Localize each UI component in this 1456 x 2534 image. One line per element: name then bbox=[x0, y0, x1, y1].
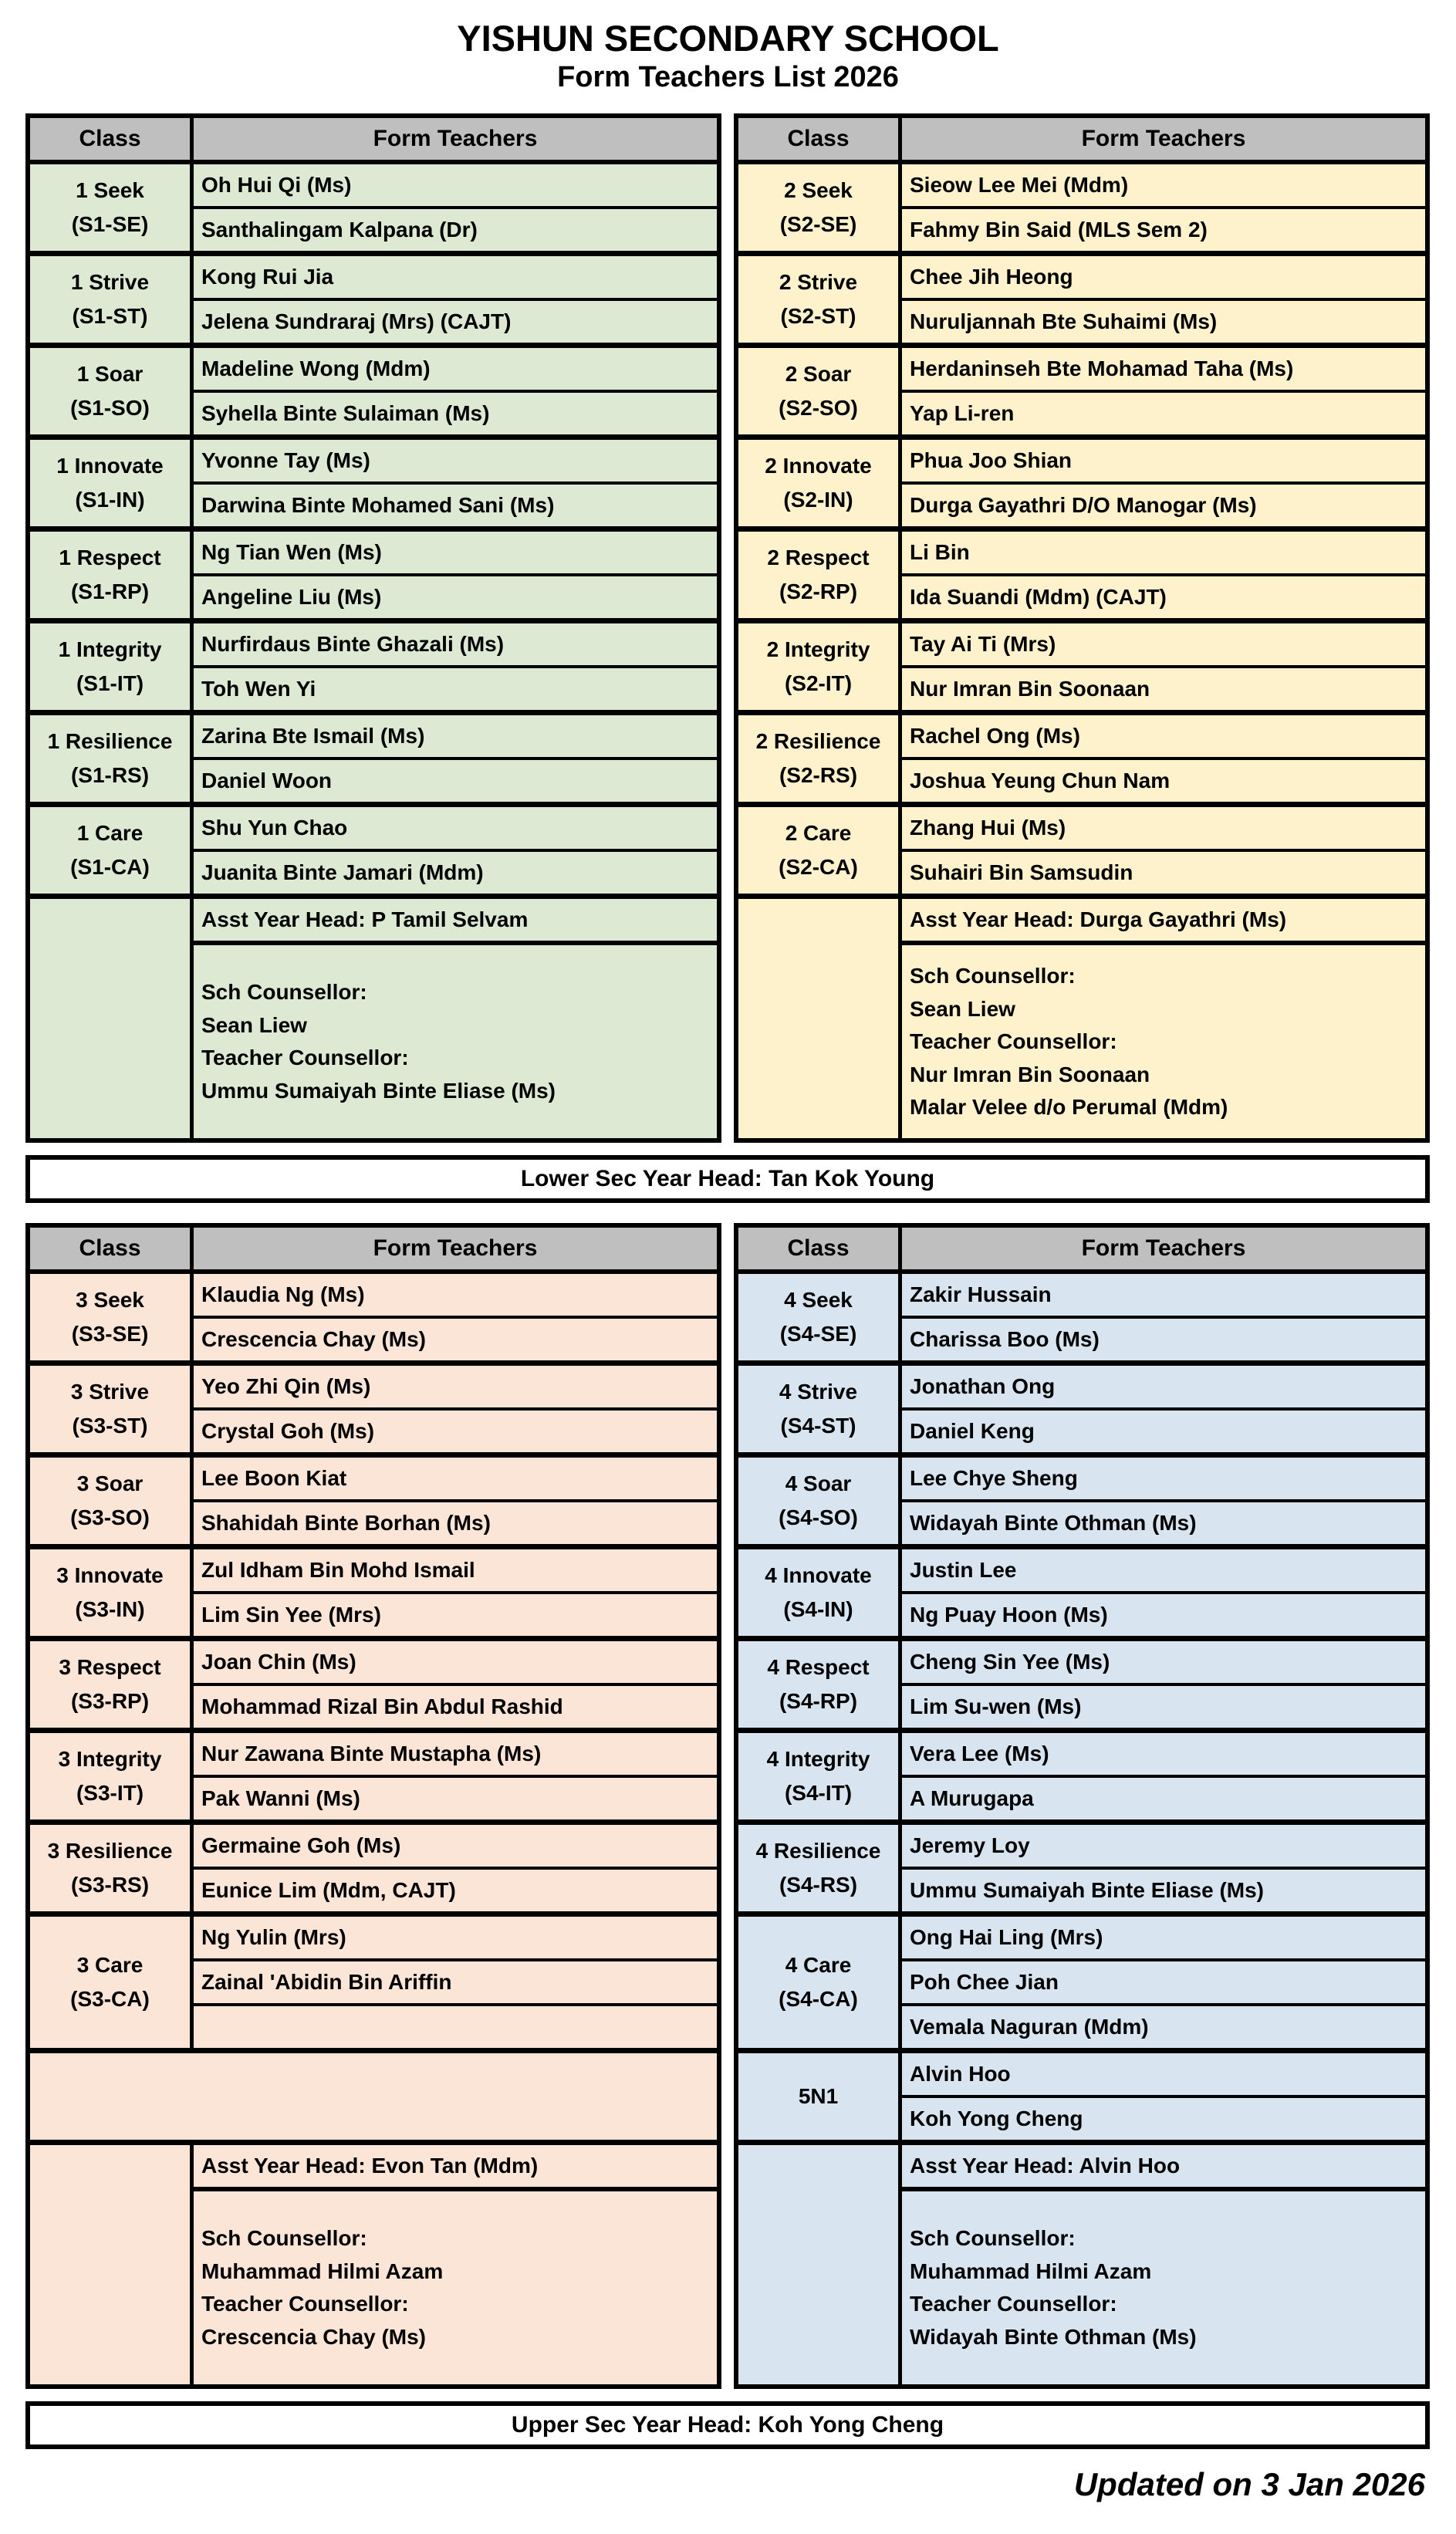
class-name: 3 Integrity bbox=[58, 1746, 162, 1771]
teacher-row: Justin Lee bbox=[910, 1558, 1017, 1583]
lower-tables-row bbox=[25, 1223, 1430, 2389]
counsellor-line: Widayah Binte Othman (Ms) bbox=[910, 2325, 1197, 2350]
asst-year-head-cell: Asst Year Head: Evon Tan (Mdm) bbox=[194, 2145, 717, 2191]
teacher-rows bbox=[194, 164, 717, 251]
teacher-rows bbox=[902, 440, 1425, 526]
teacher-row: Zarina Bte Ismail (Ms) bbox=[201, 724, 425, 748]
teacher-row: Ummu Sumaiyah Binte Eliase (Ms) bbox=[902, 1867, 1425, 1911]
class-code: (S1-SE) bbox=[71, 212, 149, 237]
teacher-rows bbox=[902, 2053, 1425, 2140]
empty-class-cell bbox=[30, 899, 194, 1138]
asst-year-head-cell: Asst Year Head: Alvin Hoo bbox=[902, 2145, 1425, 2191]
class-name: 3 Soar bbox=[76, 1471, 144, 1495]
class-code: (S3-RS) bbox=[70, 1873, 150, 1897]
class-label-cell bbox=[30, 256, 194, 343]
class-label-cell bbox=[738, 807, 902, 894]
teacher-row: Tay Ai Ti (Mrs) bbox=[910, 632, 1056, 657]
class-group bbox=[738, 715, 1425, 807]
class-name: 1 Strive bbox=[70, 269, 150, 294]
teacher-row: Rachel Ong (Ms) bbox=[910, 724, 1080, 748]
class-name: 3 Seek bbox=[76, 1287, 144, 1312]
class-group bbox=[738, 1549, 1425, 1641]
teacher-row: Vemala Naguran (Mdm) bbox=[902, 2003, 1425, 2048]
teacher-row: Ng Tian Wen (Ms) bbox=[201, 540, 382, 565]
class-group bbox=[738, 1733, 1425, 1825]
class-code: (S1-RP) bbox=[70, 579, 150, 604]
form-teachers-table-sec4 bbox=[734, 1223, 1430, 2389]
class-code: (S3-CA) bbox=[70, 1987, 150, 2012]
teacher-row: Ng Yulin (Mrs) bbox=[201, 1925, 346, 1950]
class-name: 1 Soar bbox=[76, 361, 144, 386]
class-code: (S3-ST) bbox=[72, 1414, 148, 1438]
teacher-row: Phua Joo Shian bbox=[910, 448, 1073, 473]
class-label-cell bbox=[30, 440, 194, 526]
upper-sec-year-head-text: Upper Sec Year Head: Koh Yong Cheng bbox=[511, 2412, 944, 2438]
class-column-header: Class bbox=[30, 1228, 194, 1269]
teacher-row: Zhang Hui (Ms) bbox=[910, 816, 1066, 840]
class-label-cell bbox=[738, 1458, 902, 1544]
teacher-row: Sieow Lee Mei (Mdm) bbox=[910, 173, 1129, 198]
counsellor-line: Sean Liew bbox=[910, 996, 1015, 1021]
class-code: (S2-SO) bbox=[779, 396, 858, 421]
class-code: (S1-IN) bbox=[75, 488, 145, 512]
class-name: 4 Resilience bbox=[755, 1838, 881, 1863]
class-label-cell bbox=[738, 532, 902, 618]
teacher-row: Yeo Zhi Qin (Ms) bbox=[201, 1374, 371, 1399]
counsellor-line: Sean Liew bbox=[201, 1012, 307, 1037]
class-code: (S2-ST) bbox=[780, 304, 856, 329]
empty-class-cell bbox=[738, 899, 902, 1138]
class-label-cell bbox=[30, 715, 194, 802]
teacher-row: Lim Su-wen (Ms) bbox=[902, 1683, 1425, 1728]
class-name: 3 Resilience bbox=[47, 1838, 173, 1863]
class-label-cell bbox=[738, 715, 902, 802]
empty-filler-cell bbox=[30, 2053, 717, 2145]
teacher-row: Nurfirdaus Binte Ghazali (Ms) bbox=[201, 632, 505, 657]
year-head-column bbox=[194, 2145, 717, 2384]
year-head-block bbox=[738, 899, 1425, 1138]
teacher-rows bbox=[194, 256, 717, 343]
counsellors-cell bbox=[902, 2191, 1425, 2384]
teacher-rows bbox=[194, 1274, 717, 1360]
counsellor-line: Teacher Counsellor: bbox=[201, 2292, 409, 2316]
teacher-row: Daniel Woon bbox=[194, 757, 717, 802]
class-code: (S2-SE) bbox=[779, 212, 857, 237]
class-name: 3 Innovate bbox=[56, 1563, 164, 1587]
teacher-row: Daniel Keng bbox=[902, 1407, 1425, 1452]
class-name: 4 Respect bbox=[767, 1654, 870, 1679]
teacher-row: Durga Gayathri D/O Manogar (Ms) bbox=[902, 481, 1425, 526]
class-code: (S3-SE) bbox=[71, 1322, 149, 1346]
year-head-block bbox=[30, 899, 717, 1138]
teacher-rows bbox=[194, 715, 717, 802]
counsellor-line: Nur Imran Bin Soonaan bbox=[910, 1062, 1150, 1086]
year-head-block bbox=[738, 2145, 1425, 2384]
class-code: (S4-SO) bbox=[779, 1505, 858, 1530]
teacher-row: Yvonne Tay (Ms) bbox=[201, 448, 370, 473]
class-group bbox=[738, 807, 1425, 899]
teacher-rows bbox=[902, 1917, 1425, 2048]
teacher-row: Shu Yun Chao bbox=[201, 816, 348, 840]
form-teachers-column-header: Form Teachers bbox=[1081, 1235, 1246, 1262]
class-code: (S1-SO) bbox=[70, 396, 150, 421]
teacher-rows bbox=[902, 532, 1425, 618]
class-name: 3 Strive bbox=[70, 1379, 150, 1404]
teacher-rows bbox=[194, 1549, 717, 1636]
updated-note: Updated on 3 Jan 2026 bbox=[1073, 2466, 1425, 2503]
class-name: 1 Innovate bbox=[56, 453, 164, 478]
teacher-row: Madeline Wong (Mdm) bbox=[201, 356, 431, 381]
class-name: 2 Care bbox=[785, 820, 852, 845]
class-group bbox=[30, 1366, 717, 1458]
counsellor-line: Sch Counsellor: bbox=[910, 964, 1076, 988]
class-code: (S4-IT) bbox=[784, 1781, 853, 1806]
counsellor-line: Crescencia Chay (Ms) bbox=[201, 2325, 427, 2350]
teacher-rows bbox=[194, 1917, 717, 2048]
teacher-row: Alvin Hoo bbox=[910, 2062, 1011, 2086]
teacher-rows bbox=[902, 1366, 1425, 1452]
class-code: (S4-RP) bbox=[779, 1689, 858, 1714]
class-label-cell bbox=[30, 164, 194, 251]
class-label-cell bbox=[30, 1825, 194, 1911]
class-name: 4 Strive bbox=[779, 1379, 858, 1404]
lower-sec-year-head-text: Lower Sec Year Head: Tan Kok Young bbox=[520, 1166, 935, 1192]
class-name: 2 Soar bbox=[785, 361, 852, 386]
class-code: (S4-CA) bbox=[779, 1987, 858, 2012]
teacher-row: Vera Lee (Ms) bbox=[910, 1742, 1049, 1766]
teacher-rows bbox=[902, 1825, 1425, 1911]
class-group bbox=[738, 2053, 1425, 2145]
class-group bbox=[738, 1458, 1425, 1549]
class-group bbox=[738, 532, 1425, 623]
class-name: 4 Soar bbox=[785, 1471, 852, 1495]
class-code: (S1-RS) bbox=[70, 763, 150, 788]
counsellor-line: Sch Counsellor: bbox=[910, 2226, 1076, 2251]
teacher-row: Zakir Hussain bbox=[910, 1282, 1052, 1307]
teacher-row: Ida Suandi (Mdm) (CAJT) bbox=[902, 573, 1425, 618]
teacher-row: Herdaninseh Bte Mohamad Taha (Ms) bbox=[910, 356, 1294, 381]
class-name: 4 Integrity bbox=[766, 1746, 870, 1771]
upper-tables-row bbox=[25, 113, 1430, 1143]
class-label-cell bbox=[30, 1917, 194, 2048]
lower-sec-year-head-row bbox=[25, 1155, 1430, 1203]
teacher-row: Joan Chin (Ms) bbox=[201, 1650, 356, 1674]
class-name: 4 Care bbox=[785, 1952, 852, 1977]
teacher-row: Nur Imran Bin Soonaan bbox=[902, 665, 1425, 710]
class-label-cell bbox=[30, 1549, 194, 1636]
class-name: 2 Strive bbox=[779, 269, 858, 294]
class-group bbox=[738, 1825, 1425, 1917]
class-group bbox=[30, 440, 717, 532]
class-label-cell bbox=[738, 440, 902, 526]
teacher-row: Juanita Binte Jamari (Mdm) bbox=[194, 849, 717, 894]
table-header-row bbox=[738, 118, 1425, 164]
class-code: (S3-IT) bbox=[76, 1781, 144, 1806]
class-group bbox=[738, 1917, 1425, 2053]
teacher-row: Shahidah Binte Borhan (Ms) bbox=[194, 1499, 717, 1544]
teacher-rows bbox=[902, 348, 1425, 434]
year-head-column bbox=[902, 2145, 1425, 2384]
teacher-row: Eunice Lim (Mdm, CAJT) bbox=[194, 1867, 717, 1911]
upper-sec-year-head-row bbox=[25, 2401, 1430, 2449]
class-name: 5N1 bbox=[798, 2084, 839, 2109]
class-label-cell bbox=[30, 532, 194, 618]
teacher-row: Fahmy Bin Said (MLS Sem 2) bbox=[902, 206, 1425, 251]
year-head-block bbox=[30, 2145, 717, 2384]
class-name: 2 Innovate bbox=[765, 453, 872, 478]
teacher-rows bbox=[194, 623, 717, 710]
form-teachers-column-header: Form Teachers bbox=[373, 126, 538, 152]
teacher-row: Mohammad Rizal Bin Abdul Rashid bbox=[194, 1683, 717, 1728]
teacher-row: Zainal 'Abidin Bin Ariffin bbox=[194, 1958, 717, 2003]
class-label-cell bbox=[30, 348, 194, 434]
class-label-cell bbox=[738, 1825, 902, 1911]
form-teachers-column-header: Form Teachers bbox=[373, 1235, 538, 1262]
class-code: (S4-RS) bbox=[779, 1873, 858, 1897]
counsellor-line: Teacher Counsellor: bbox=[201, 1046, 409, 1070]
teacher-row: Germaine Goh (Ms) bbox=[201, 1833, 401, 1858]
class-label-cell bbox=[30, 1458, 194, 1544]
class-group bbox=[738, 623, 1425, 715]
class-group bbox=[30, 532, 717, 623]
counsellor-line: Teacher Counsellor: bbox=[910, 1029, 1117, 1054]
teacher-row: Koh Yong Cheng bbox=[902, 2095, 1425, 2140]
counsellor-line: Malar Velee d/o Perumal (Mdm) bbox=[910, 1095, 1228, 1120]
class-code: (S1-CA) bbox=[70, 855, 150, 880]
class-name: 2 Resilience bbox=[755, 728, 881, 753]
teacher-row: Widayah Binte Othman (Ms) bbox=[902, 1499, 1425, 1544]
class-name: 2 Seek bbox=[784, 177, 853, 202]
teacher-rows bbox=[194, 440, 717, 526]
teacher-row: Lee Boon Kiat bbox=[201, 1466, 347, 1491]
teacher-rows bbox=[902, 1641, 1425, 1728]
teacher-row: A Murugapa bbox=[902, 1775, 1425, 1819]
class-label-cell bbox=[30, 807, 194, 894]
class-name: 4 Seek bbox=[784, 1287, 853, 1312]
teacher-rows bbox=[194, 1641, 717, 1728]
class-code: (S2-RS) bbox=[779, 763, 858, 788]
teacher-row: Toh Wen Yi bbox=[194, 665, 717, 710]
counsellor-line: Sch Counsellor: bbox=[201, 2226, 367, 2251]
class-group bbox=[30, 1549, 717, 1641]
class-group bbox=[30, 164, 717, 256]
teacher-rows bbox=[194, 348, 717, 434]
teacher-row: Jonathan Ong bbox=[910, 1374, 1056, 1399]
teacher-rows bbox=[194, 1366, 717, 1452]
class-group bbox=[738, 164, 1425, 256]
class-group bbox=[30, 807, 717, 899]
class-group bbox=[30, 1458, 717, 1549]
teacher-row: Santhalingam Kalpana (Dr) bbox=[194, 206, 717, 251]
class-group bbox=[738, 256, 1425, 348]
form-teachers-table-sec2 bbox=[734, 113, 1430, 1143]
teacher-row: Charissa Boo (Ms) bbox=[902, 1316, 1425, 1360]
teacher-row: Jeremy Loy bbox=[910, 1833, 1030, 1858]
class-label-cell bbox=[30, 623, 194, 710]
class-name: 1 Resilience bbox=[47, 728, 173, 753]
teacher-row: Nur Zawana Binte Mustapha (Ms) bbox=[201, 1742, 542, 1766]
class-label-cell bbox=[738, 1549, 902, 1636]
class-group bbox=[738, 1274, 1425, 1366]
counsellor-line: Muhammad Hilmi Azam bbox=[910, 2259, 1152, 2283]
form-teachers-table-sec3 bbox=[25, 1223, 721, 2389]
class-label-cell bbox=[738, 623, 902, 710]
class-code: (S1-ST) bbox=[72, 304, 148, 329]
class-label-cell bbox=[30, 1366, 194, 1452]
class-code: (S4-SE) bbox=[779, 1322, 857, 1346]
class-name: 1 Care bbox=[76, 820, 144, 845]
class-code: (S3-IN) bbox=[75, 1597, 145, 1622]
counsellor-line: Muhammad Hilmi Azam bbox=[201, 2259, 444, 2283]
teacher-rows bbox=[194, 532, 717, 618]
class-group bbox=[738, 440, 1425, 532]
teacher-rows bbox=[902, 715, 1425, 802]
class-name: 1 Seek bbox=[76, 177, 144, 202]
page-title: YISHUN SECONDARY SCHOOL bbox=[457, 18, 999, 59]
year-head-column bbox=[194, 899, 717, 1138]
teacher-row: Oh Hui Qi (Ms) bbox=[201, 173, 352, 198]
teacher-row: Syhella Binte Sulaiman (Ms) bbox=[194, 390, 717, 434]
class-group bbox=[30, 1917, 717, 2053]
class-name: 1 Respect bbox=[59, 545, 161, 569]
class-code: (S3-SO) bbox=[70, 1505, 150, 1530]
teacher-row: Kong Rui Jia bbox=[201, 265, 334, 289]
table-header-row bbox=[738, 1228, 1425, 1274]
teacher-row: Crystal Goh (Ms) bbox=[194, 1407, 717, 1452]
empty-class-cell bbox=[30, 2145, 194, 2384]
teacher-row: Lim Sin Yee (Mrs) bbox=[194, 1591, 717, 1636]
teacher-row: Angeline Liu (Ms) bbox=[194, 573, 717, 618]
class-name: 3 Respect bbox=[59, 1654, 161, 1679]
counsellors-cell bbox=[194, 2191, 717, 2384]
empty-class-cell bbox=[738, 2145, 902, 2384]
class-group bbox=[30, 1641, 717, 1733]
counsellors-cell bbox=[902, 945, 1425, 1138]
class-label-cell bbox=[738, 1274, 902, 1360]
form-teachers-table-sec1 bbox=[25, 113, 721, 1143]
teacher-rows bbox=[902, 807, 1425, 894]
teacher-rows bbox=[902, 1733, 1425, 1819]
teacher-row: Ng Puay Hoon (Ms) bbox=[902, 1591, 1425, 1636]
teacher-rows bbox=[194, 1825, 717, 1911]
class-group bbox=[30, 623, 717, 715]
teacher-rows bbox=[902, 623, 1425, 710]
class-group bbox=[738, 348, 1425, 440]
asst-year-head-cell: Asst Year Head: Durga Gayathri (Ms) bbox=[902, 899, 1425, 945]
class-group bbox=[30, 1825, 717, 1917]
year-head-column bbox=[902, 899, 1425, 1138]
class-code: (S1-IT) bbox=[76, 671, 144, 696]
teacher-row: Jelena Sundraraj (Mrs) (CAJT) bbox=[194, 298, 717, 343]
class-group bbox=[30, 256, 717, 348]
class-label-cell bbox=[738, 1366, 902, 1452]
class-column-header: Class bbox=[30, 118, 194, 160]
asst-year-head-cell: Asst Year Head: P Tamil Selvam bbox=[194, 899, 717, 945]
class-group bbox=[738, 1641, 1425, 1733]
class-label-cell bbox=[738, 1917, 902, 2048]
teacher-row: Lee Chye Sheng bbox=[910, 1466, 1078, 1491]
teacher-row: Yap Li-ren bbox=[902, 390, 1425, 434]
teacher-row: Klaudia Ng (Ms) bbox=[201, 1282, 365, 1307]
class-group bbox=[30, 348, 717, 440]
teacher-row: Poh Chee Jian bbox=[902, 1958, 1425, 2003]
teacher-rows bbox=[194, 1458, 717, 1544]
class-group bbox=[738, 1366, 1425, 1458]
teacher-row: Chee Jih Heong bbox=[910, 265, 1073, 289]
class-column-header: Class bbox=[738, 1228, 902, 1269]
teacher-rows bbox=[902, 256, 1425, 343]
teacher-rows bbox=[902, 164, 1425, 251]
teacher-rows bbox=[902, 1274, 1425, 1360]
teacher-rows bbox=[902, 1458, 1425, 1544]
teacher-row: Suhairi Bin Samsudin bbox=[902, 849, 1425, 894]
teacher-row: Li Bin bbox=[910, 540, 970, 565]
teacher-rows bbox=[902, 1549, 1425, 1636]
class-name: 3 Care bbox=[76, 1952, 144, 1977]
form-teachers-column-header: Form Teachers bbox=[1081, 126, 1246, 152]
class-code: (S2-RP) bbox=[779, 579, 858, 604]
class-name: 2 Integrity bbox=[766, 637, 870, 661]
class-label-cell bbox=[738, 256, 902, 343]
teacher-rows bbox=[194, 1733, 717, 1819]
table-header-row bbox=[30, 1228, 717, 1274]
class-label-cell bbox=[738, 1641, 902, 1728]
teacher-row: Crescencia Chay (Ms) bbox=[194, 1316, 717, 1360]
class-name: 2 Respect bbox=[767, 545, 870, 569]
class-name: 1 Integrity bbox=[58, 637, 162, 661]
counsellor-line: Teacher Counsellor: bbox=[910, 2292, 1117, 2316]
class-name: 4 Innovate bbox=[765, 1563, 872, 1587]
counsellor-line: Sch Counsellor: bbox=[201, 980, 367, 1005]
class-code: (S2-IN) bbox=[783, 488, 853, 512]
class-label-cell bbox=[738, 164, 902, 251]
class-code: (S3-RP) bbox=[70, 1689, 150, 1714]
teacher-row: Zul Idham Bin Mohd Ismail bbox=[201, 1558, 475, 1583]
teacher-row bbox=[194, 2003, 717, 2048]
class-label-cell bbox=[738, 2053, 902, 2140]
class-label-cell bbox=[30, 1641, 194, 1728]
class-code: (S4-ST) bbox=[780, 1414, 856, 1438]
class-code: (S4-IN) bbox=[783, 1597, 853, 1622]
class-label-cell bbox=[30, 1733, 194, 1819]
table-header-row bbox=[30, 118, 717, 164]
counsellors-cell bbox=[194, 945, 717, 1138]
class-label-cell bbox=[738, 1733, 902, 1819]
teacher-row: Nuruljannah Bte Suhaimi (Ms) bbox=[902, 298, 1425, 343]
class-label-cell bbox=[738, 348, 902, 434]
class-column-header: Class bbox=[738, 118, 902, 160]
class-group bbox=[30, 715, 717, 807]
teacher-row: Pak Wanni (Ms) bbox=[194, 1775, 717, 1819]
page-subtitle: Form Teachers List 2026 bbox=[557, 60, 899, 93]
counsellor-line: Ummu Sumaiyah Binte Eliase (Ms) bbox=[201, 1079, 556, 1103]
content bbox=[25, 113, 1430, 2503]
class-group bbox=[30, 1733, 717, 1825]
teacher-row: Ong Hai Ling (Mrs) bbox=[910, 1925, 1103, 1950]
teacher-rows bbox=[194, 807, 717, 894]
class-code: (S2-CA) bbox=[779, 855, 858, 880]
teacher-row: Joshua Yeung Chun Nam bbox=[902, 757, 1425, 802]
teacher-row: Cheng Sin Yee (Ms) bbox=[910, 1650, 1110, 1674]
class-code: (S2-IT) bbox=[784, 671, 853, 696]
class-label-cell bbox=[30, 1274, 194, 1360]
teacher-row: Darwina Binte Mohamed Sani (Ms) bbox=[194, 481, 717, 526]
class-group bbox=[30, 1274, 717, 1366]
